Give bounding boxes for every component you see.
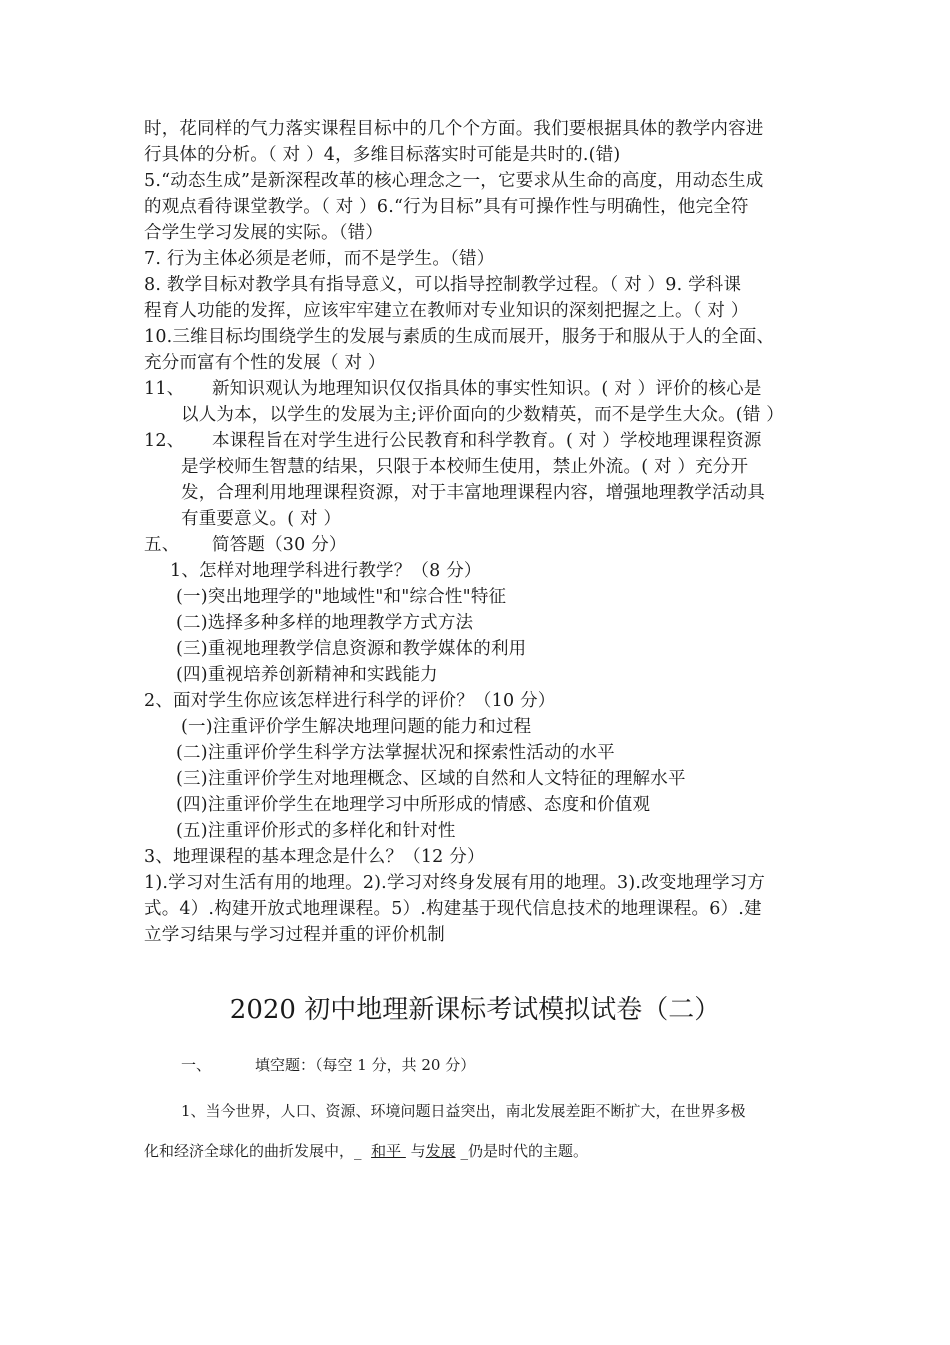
question-text: 仍是时代的主题。 xyxy=(467,1142,588,1160)
section-title: 简答题（30 分） xyxy=(212,535,347,555)
question-text: 本课程旨在对学生进行公民教育和科学教育。( 对 ）学校地理课程资源 xyxy=(212,431,762,451)
answer-question: 1、怎样对地理学科进行教学？（8 分） xyxy=(170,561,482,581)
question-text: 化和经济全球化的曲折发展中， xyxy=(144,1142,355,1160)
answer-item: (三)重视地理教学信息资源和教学媒体的利用 xyxy=(176,639,527,659)
section-heading xyxy=(144,532,347,558)
text-line: 程育人功能的发挥，应该牢牢建立在教师对专业知识的深刻把握之上。（ 对 ） xyxy=(144,301,749,321)
answer-item: (一)注重评价学生解决地理问题的能力和过程 xyxy=(181,717,532,737)
text-line: 式。4）.构建开放式地理课程。5）.构建基于现代信息技术的地理课程。6）.建 xyxy=(144,899,762,919)
text-line: 合学生学习发展的实际。（错） xyxy=(144,223,384,243)
section-heading xyxy=(181,1054,475,1076)
answer-blank: 和平 xyxy=(371,1142,406,1160)
question-number: 11、 xyxy=(144,379,185,399)
answer-item: (二)选择多种多样的地理教学方式方法 xyxy=(176,613,474,633)
answer-item: (三)注重评价学生对地理概念、区域的自然和人文特征的理解水平 xyxy=(176,769,686,789)
answer-item: (四)注重评价学生在地理学习中所形成的情感、态度和价值观 xyxy=(176,795,651,815)
blank-mark: _ xyxy=(460,1142,468,1160)
text-line: 时，花同样的气力落实课程目标中的几个个方面。我们要根据具体的教学内容进 xyxy=(144,119,764,139)
question-12 xyxy=(144,428,762,454)
text-line: 7. 行为主体必须是老师，而不是学生。（错） xyxy=(144,249,495,269)
question-11 xyxy=(144,376,762,402)
text-line: 充分而富有个性的发展（ 对 ） xyxy=(144,353,386,373)
text-line: 8. 教学目标对教学具有指导意义，可以指导控制教学过程。（ 对 ）9. 学科课 xyxy=(144,275,742,295)
text-line: 发，合理利用地理课程资源，对于丰富地理课程内容，增强地理教学活动具 xyxy=(181,483,766,503)
text-line: 1).学习对生活有用的地理。2).学习对终身发展有用的地理。3).改变地理学习方 xyxy=(144,873,766,893)
answer-question: 2、面对学生你应该怎样进行科学的评价？（10 分） xyxy=(144,691,556,711)
conjunction: 与 xyxy=(410,1142,426,1160)
exam-title: 2020 初中地理新课标考试模拟试卷（二） xyxy=(229,995,721,1025)
question-number: 12、 xyxy=(144,431,185,451)
answer-item: (二)注重评价学生科学方法掌握状况和探索性活动的水平 xyxy=(176,743,615,763)
question-text: 1、当今世界，人口、资源、环境问题日益突出，南北发展差距不断扩大，在世界多极 xyxy=(181,1102,746,1120)
text-line: 是学校师生智慧的结果，只限于本校师生使用，禁止外流。( 对 ）充分开 xyxy=(181,457,749,477)
text-line: 10.三维目标均围绕学生的发展与素质的生成而展开，服务于和服从于人的全面、 xyxy=(144,327,775,347)
answer-question: 3、地理课程的基本理念是什么？（12 分） xyxy=(144,847,485,867)
text-line: 5.“动态生成”是新深程改革的核心理念之一，它要求从生命的高度，用动态生成 xyxy=(144,171,764,191)
answer-item: (四)重视培养创新精神和实践能力 xyxy=(176,665,438,685)
question-text: 新知识观认为地理知识仅仅指具体的事实性知识。( 对 ）评价的核心是 xyxy=(212,379,762,399)
blank-mark: _ xyxy=(354,1142,362,1160)
section-title: 填空题：（每空 1 分，共 20 分） xyxy=(255,1056,476,1074)
text-line: 的观点看待课堂教学。（ 对 ）6.“行为目标”具有可操作性与明确性，他完全符 xyxy=(144,197,749,217)
text-line: 以人为本，以学生的发展为主;评价面向的少数精英，而不是学生大众。(错 ） xyxy=(181,405,784,425)
section-number: 一、 xyxy=(181,1056,212,1074)
text-line: 立学习结果与学习过程并重的评价机制 xyxy=(144,925,445,945)
section-number: 五、 xyxy=(144,535,180,555)
answer-blank: 发展 xyxy=(425,1142,456,1160)
text-line: 有重要意义。( 对 ） xyxy=(181,509,342,529)
text-line: 行具体的分析。（ 对 ）4，多维目标落实时可能是共时的.(错) xyxy=(144,145,621,165)
answer-item: (一)突出地理学的"地域性"和"综合性"特征 xyxy=(176,587,507,607)
fill-blank-line xyxy=(144,1140,588,1162)
answer-item: (五)注重评价形式的多样化和针对性 xyxy=(176,821,456,841)
